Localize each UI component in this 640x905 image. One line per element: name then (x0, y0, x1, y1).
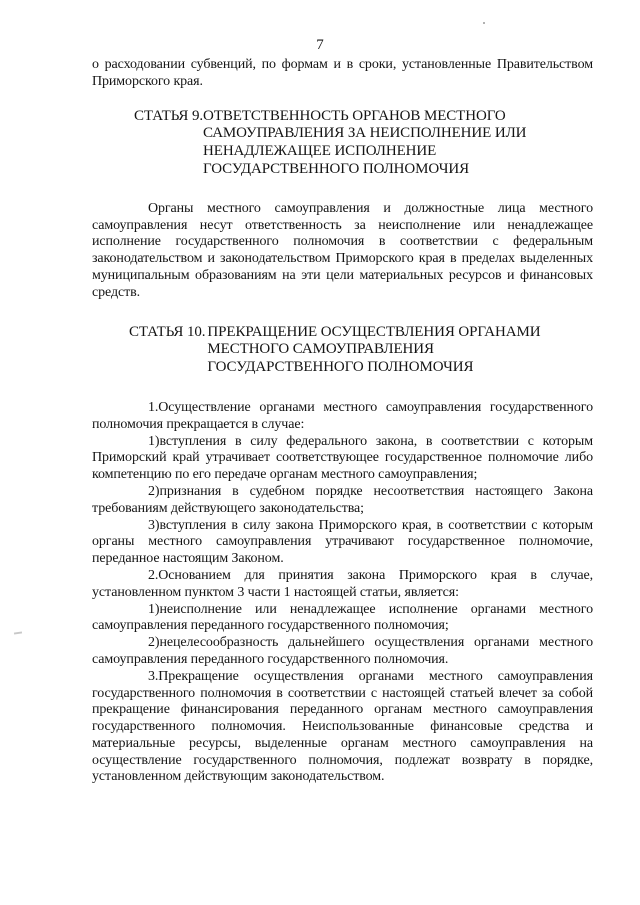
article-10-part-1-item-3: 3)вступления в силу закона Приморского края, в соответствии с которым органы местного самоуправления утрачивают государственное полномочие, переданное настоящим Законом. (92, 517, 593, 567)
document-body (92, 57, 593, 786)
article-9-number: СТАТЬЯ 9. (134, 107, 204, 124)
article-10-part-3: 3.Прекращение осуществления органами местного самоуправления государственного полномочия в соответствии с настоящей статьей влечет за собой прекращение финансирования переданного органам местного самоуправления государственного полномочия. Неиспользованные финансовые средства и материальные ресурсы, выделенные органам местного самоуправления на осуществление государственного полномочия, подлежат возврату в порядке, установленном действующим законодательством. (92, 668, 593, 785)
article-10-part-2: 2.Основанием для принятия закона Приморского края в случае, установленном пунктом 3 части 1 настоящей статьи, является: (92, 567, 593, 600)
intro-paragraph: о расходовании субвенций, по формам и в сроки, установленные Правительством Приморского края. (92, 57, 593, 89)
article-9-title: ОТВЕТСТВЕННОСТЬ ОРГАНОВ МЕСТНОГО САМОУПРАВЛЕНИЯ ЗА НЕИСПОЛНЕНИЕ ИЛИ НЕНАДЛЕЖАЩЕЕ ИСПОЛНЕНИЕ ГОСУДАРСТВЕННОГО ПОЛНОМОЧИЯ (203, 107, 527, 177)
page-number: 7 (316, 37, 324, 53)
article-10-number: СТАТЬЯ 10. (129, 323, 206, 340)
article-10-part-1: 1.Осуществление органами местного самоуправления государственного полномочия прекращается в случае: (92, 399, 593, 432)
article-9-heading (134, 108, 574, 179)
scan-speck (483, 22, 485, 24)
article-10-title: ПРЕКРАЩЕНИЕ ОСУЩЕСТВЛЕНИЯ ОРГАНАМИ МЕСТНОГО САМОУПРАВЛЕНИЯ ГОСУДАРСТВЕННОГО ПОЛНОМОЧИЯ (207, 323, 541, 376)
article-10-part-2-item-1: 1)неисполнение или ненадлежащее исполнение органами местного самоуправления переданного государственного полномочия; (92, 601, 593, 634)
article-10-part-1-item-1: 1)вступления в силу федерального закона, в соответствии с которым Приморский край утрачивает соответствующее государственное полномочие либо компетенцию по его передаче органам местного самоуправления; (92, 433, 593, 483)
article-10-part-1-item-2: 2)признания в судебном порядке несоответствия настоящего Закона требованиям действующего законодательства; (92, 483, 593, 516)
article-10-heading (129, 324, 589, 377)
article-10-part-2-item-2: 2)нецелесообразность дальнейшего осуществления органами местного самоуправления переданного государственного полномочия. (92, 635, 593, 667)
scan-mark (14, 631, 22, 634)
article-9-body: Органы местного самоуправления и должностные лица местного самоуправления несут ответственность за неисполнение или ненадлежащее исполнение государственного полномочия в соответствии с федеральным законодательством и законодательством Приморского края в пределах выделенных муниципальным образованиям на эти цели материальных ресурсов и финансовых средств. (92, 200, 593, 300)
